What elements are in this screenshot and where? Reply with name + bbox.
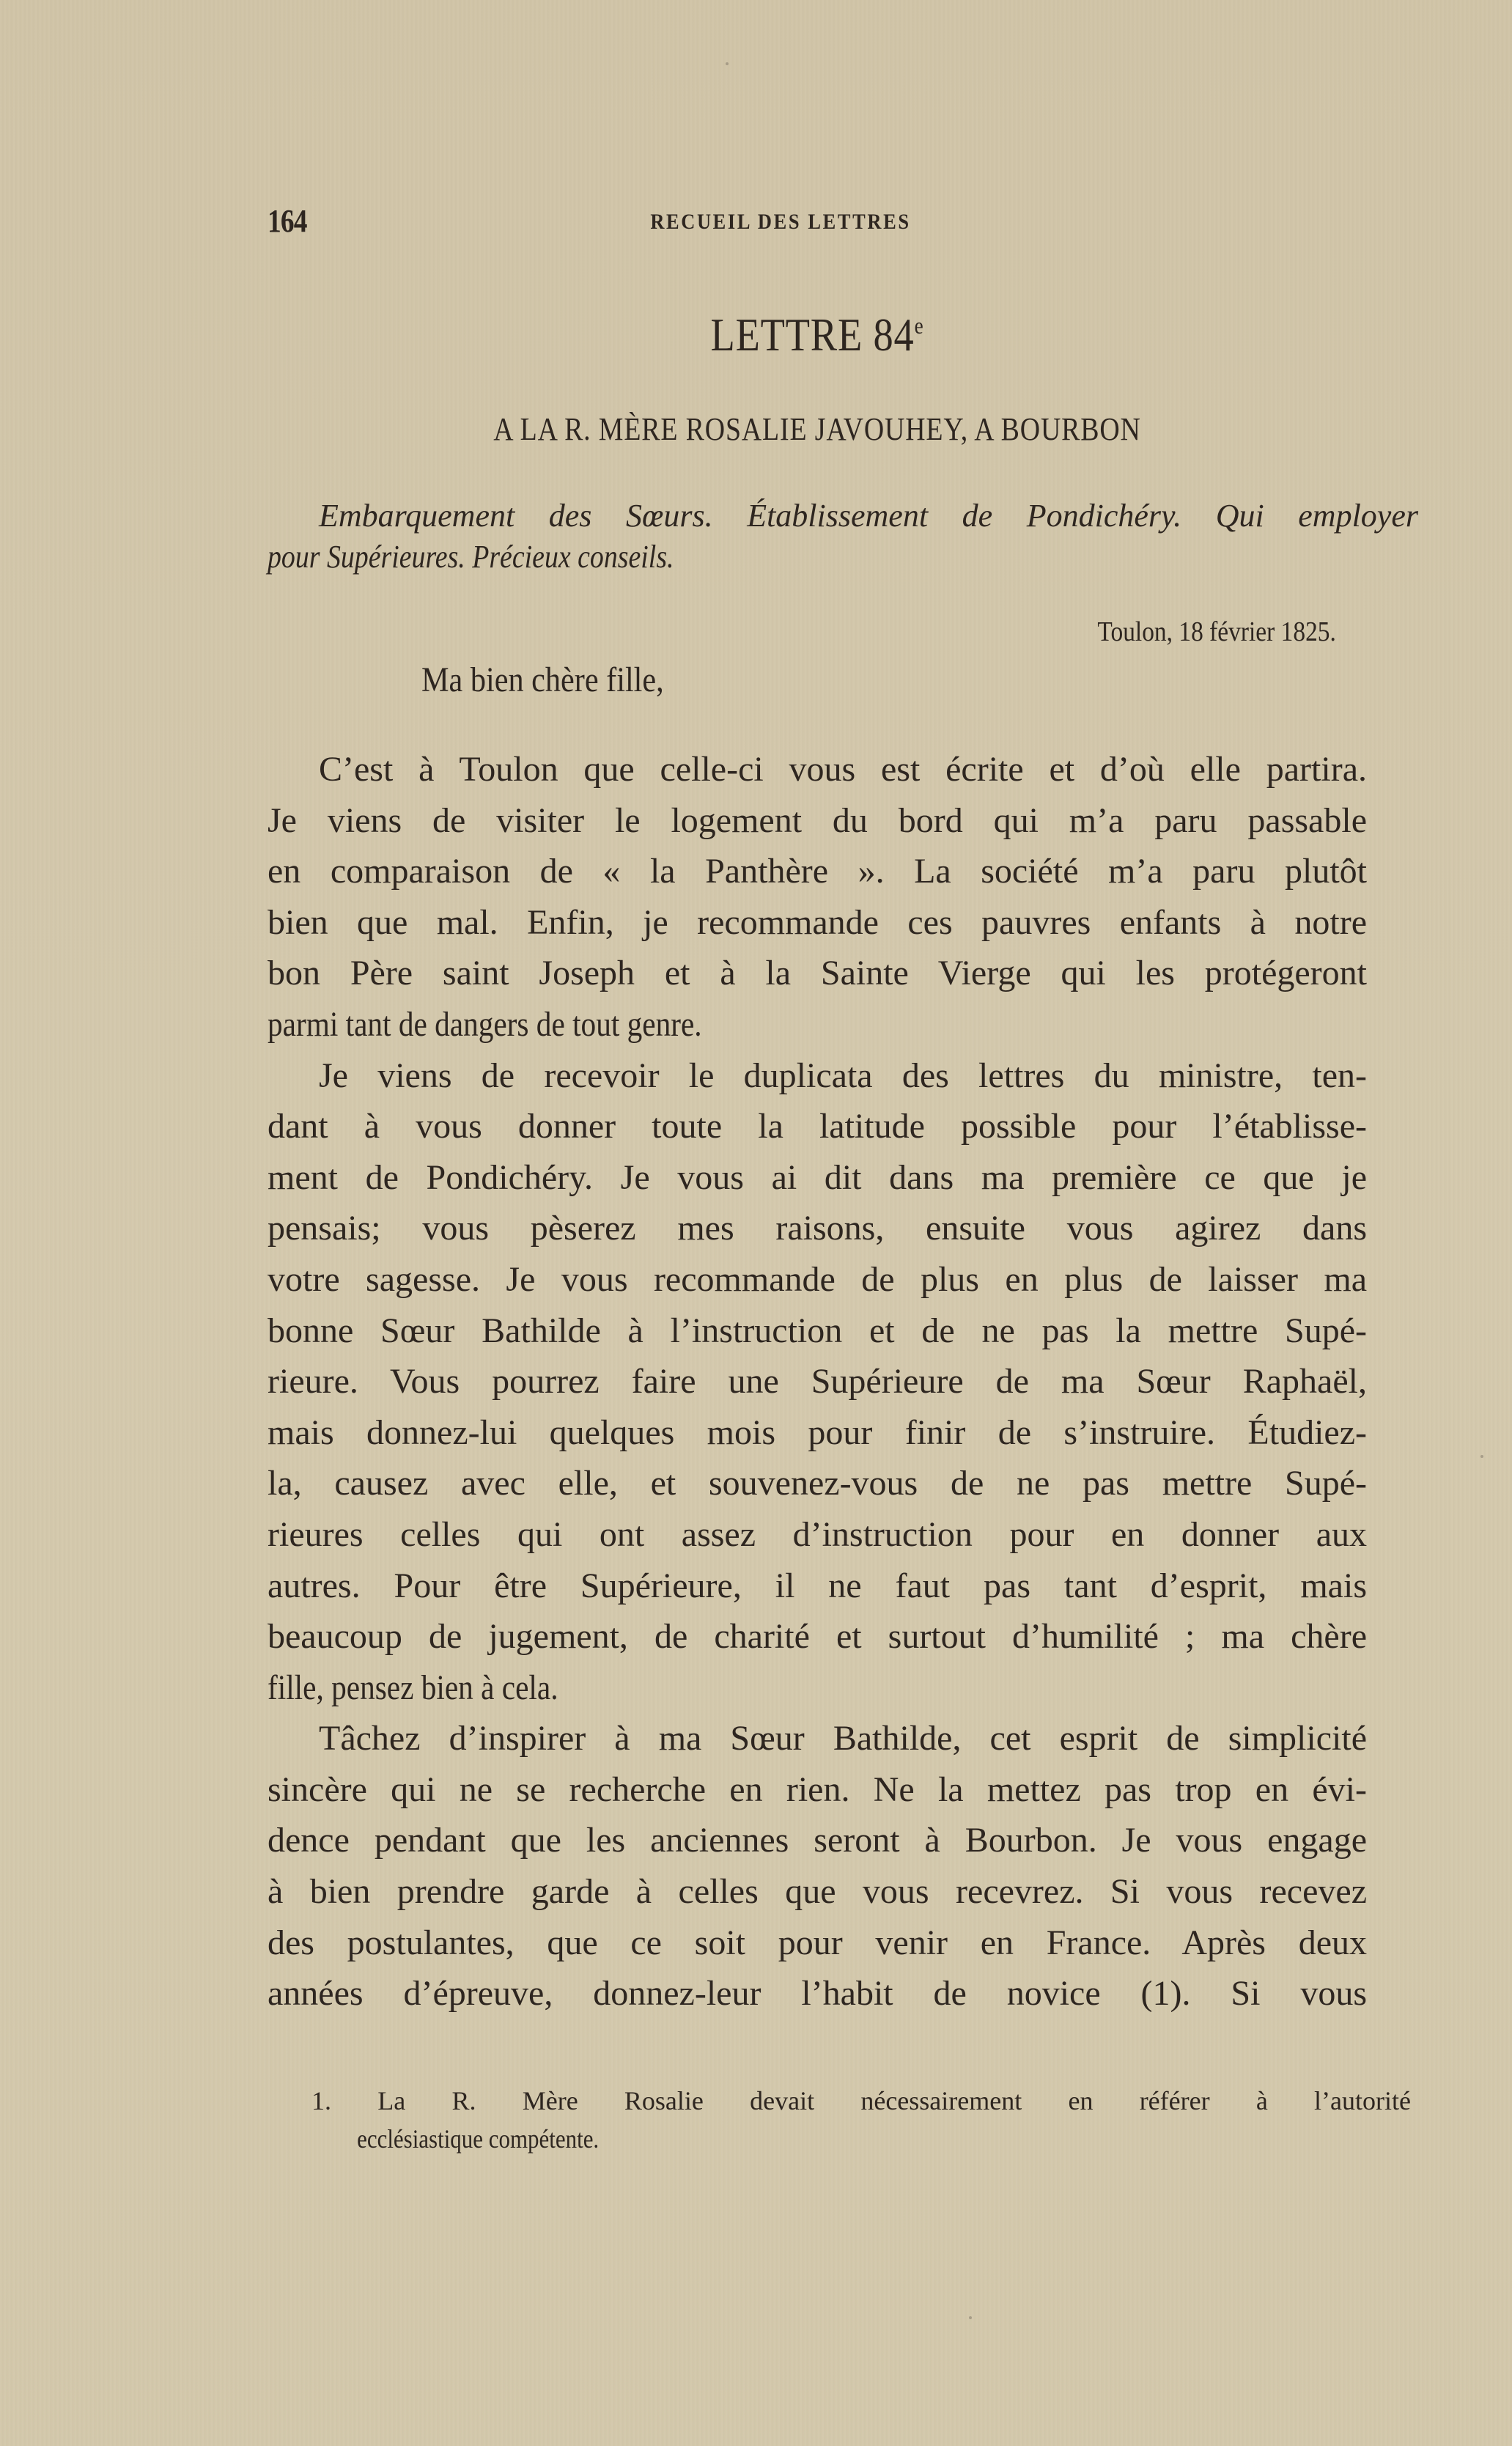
paper-speck (969, 2316, 972, 2319)
footnote (268, 2082, 1411, 2158)
body-line: bien que mal. Enfin, je recommande ces pauvres enfants à notre (268, 902, 1367, 942)
body-line: rieures celles qui ont assez d’instruction pour en donner aux (268, 1514, 1367, 1554)
body-line: pensais; vous pèserez mes raisons, ensuite vous agirez dans (268, 1209, 1367, 1248)
body-line: beaucoup de jugement, de charité et surtout d’humilité ; ma chère (268, 1617, 1367, 1657)
footnote-line: 1. La R. Mère Rosalie devait nécessairement en référer à l’autorité (311, 2086, 1411, 2115)
body-line: Je viens de recevoir le duplicata des lettres du ministre, ten- (319, 1056, 1367, 1095)
body-line: ment de Pondichéry. Je vous ai dit dans ma première ce que je (268, 1157, 1367, 1197)
letter-title (350, 308, 1285, 362)
body-line: autres. Pour être Supérieure, il ne faut pas tant d’esprit, mais (268, 1566, 1367, 1605)
paper-speck (726, 62, 729, 65)
body-line: à bien prendre garde à celles que vous recevrez. Si vous recevez (268, 1872, 1367, 1912)
letter-title-text: LETTRE 84 (710, 309, 915, 361)
body-line: mais donnez-lui quelques mois pour finir de s’instruire. Étudiez- (268, 1412, 1367, 1452)
body-line: Je viens de visiter le logement du bord qui m’a paru passable (268, 800, 1367, 840)
body-line: dant à vous donner toute la latitude possible pour l’établisse- (268, 1107, 1367, 1146)
body-line: la, causez avec elle, et souvenez-vous de ne pas mettre Supé- (268, 1464, 1367, 1503)
footnote-line: ecclésiastique compétente. (357, 2124, 600, 2154)
body-line: bon Père saint Joseph et à la Sainte Vierge qui les protégeront (268, 954, 1367, 993)
body-line: dence pendant que les anciennes seront à Bourbon. Je vous engage (268, 1821, 1367, 1860)
summary-line: Embarquement des Sœurs. Établissement de Pondichéry. Qui employer (319, 498, 1418, 534)
body-line: bonne Sœur Bathilde à l’instruction et de ne pas la mettre Supé- (268, 1311, 1367, 1350)
summary-line: pour Supérieures. Précieux conseils. (268, 539, 674, 575)
page-number: 164 (268, 203, 307, 239)
body-line: Tâchez d’inspirer à ma Sœur Bathilde, cet esprit de simplicité (319, 1719, 1367, 1758)
paper-speck (1480, 1455, 1483, 1458)
letter-title-superscript: e (914, 312, 924, 339)
letter-date: Toulon, 18 février 1825. (1097, 616, 1336, 647)
letter-addressee: A LA R. MÈRE ROSALIE JAVOUHEY, A BOURBON (493, 411, 1141, 447)
body-line: en comparaison de « la Panthère ». La société m’a paru plutôt (268, 852, 1367, 891)
body-line: des postulantes, que ce soit pour venir en France. Après deux (268, 1923, 1367, 1962)
letter-body (268, 744, 1367, 2019)
letter-summary (268, 496, 1418, 578)
body-line: sincère qui ne se recherche en rien. Ne la mettez pas trop en évi- (268, 1769, 1367, 1809)
running-title: RECUEIL DES LETTRES (650, 210, 911, 234)
body-line: votre sagesse. Je vous recommande de plus en plus de laisser ma (268, 1259, 1367, 1299)
body-line: fille, pensez bien à cela. (268, 1668, 558, 1707)
running-head (268, 202, 1367, 239)
body-line: rieure. Vous pourrez faire une Supérieure de ma Sœur Raphaël, (268, 1362, 1367, 1401)
body-line: parmi tant de dangers de tout genre. (268, 1004, 702, 1044)
letter-salutation: Ma bien chère fille, (421, 660, 664, 699)
body-line: C’est à Toulon que celle-ci vous est écrite et d’où elle partira. (319, 750, 1367, 789)
body-line: années d’épreuve, donnez-leur l’habit de novice (1). Si vous (268, 1974, 1367, 2014)
